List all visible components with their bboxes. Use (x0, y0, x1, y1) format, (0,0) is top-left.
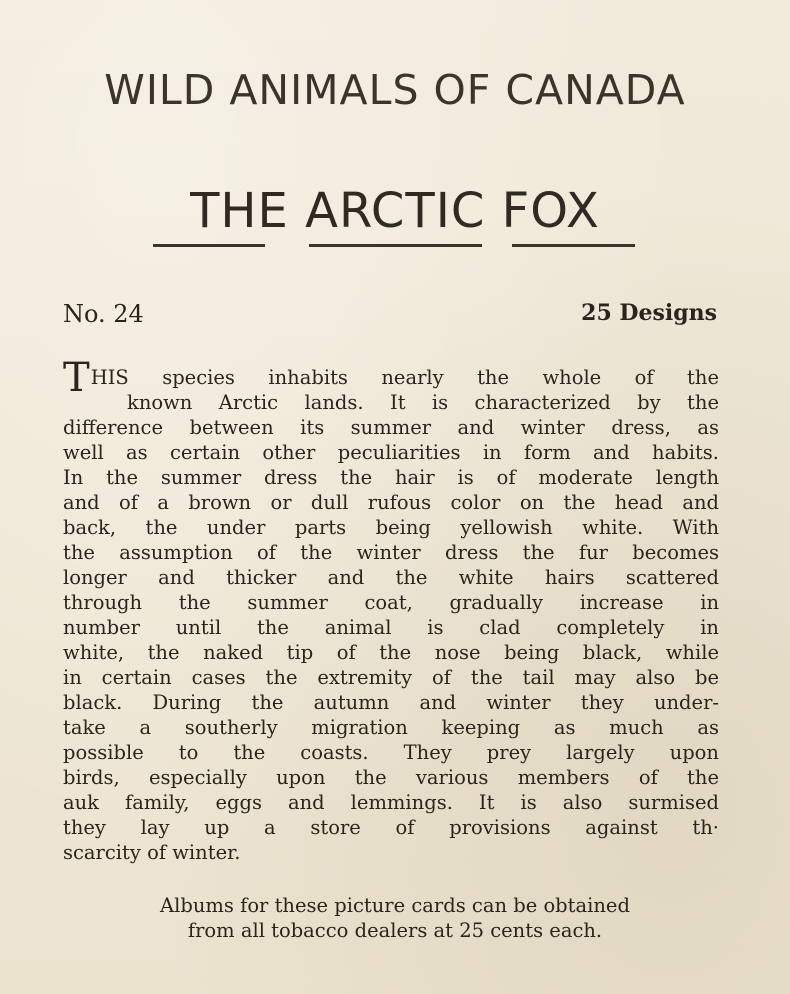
title-underline-right (512, 244, 635, 247)
text-line: well as certain other peculiarities in form and habits. (63, 441, 719, 464)
description-text (63, 355, 719, 865)
title-underline-center (309, 244, 482, 247)
text-line: through the summer coat, gradually increase in (63, 591, 719, 614)
text-line: back, the under parts being yellowish white. With (63, 516, 719, 539)
text-line: longer and thicker and the white hairs scattered (63, 566, 719, 589)
text-line (63, 355, 719, 401)
text-line: and of a brown or dull rufous color on the head and (63, 491, 719, 514)
text-line: in certain cases the extremity of the tail may also be (63, 666, 719, 689)
text-line: birds, especially upon the various members of the (63, 766, 719, 789)
text-line: scarcity of winter. (63, 841, 241, 864)
drop-cap: T (63, 355, 90, 401)
text-line: known Arctic lands. It is characterized by the (127, 391, 719, 414)
text-line: black. During the autumn and winter they under- (63, 691, 719, 714)
text-line: white, the naked tip of the nose being black, while (63, 641, 719, 664)
footer-line-1: Albums for these picture cards can be obtained (160, 894, 630, 917)
designs-count: 25 Designs (581, 300, 717, 326)
text-line: they lay up a store of provisions against th· (63, 816, 719, 839)
card-number: No. 24 (63, 300, 144, 328)
text-line: difference between its summer and winter dress, as (63, 416, 719, 439)
text-line: auk family, eggs and lemmings. It is also surmised (63, 791, 719, 814)
title-underline-left (153, 244, 265, 247)
text-line: take a southerly migration keeping as much as (63, 716, 719, 739)
card-title: THE ARCTIC FOX (190, 183, 600, 239)
text-line: In the summer dress the hair is of moderate length (63, 466, 719, 489)
footer-line-2: from all tobacco dealers at 25 cents each. (187, 919, 603, 942)
text-line: possible to the coasts. They prey largely upon (63, 741, 719, 764)
text-line: number until the animal is clad completely in (63, 616, 719, 639)
text-line-content: HIS species inhabits nearly the whole of the (90, 366, 719, 389)
text-line: the assumption of the winter dress the fur becomes (63, 541, 719, 564)
footer-note (0, 893, 790, 943)
series-title: WILD ANIMALS OF CANADA (104, 66, 686, 114)
